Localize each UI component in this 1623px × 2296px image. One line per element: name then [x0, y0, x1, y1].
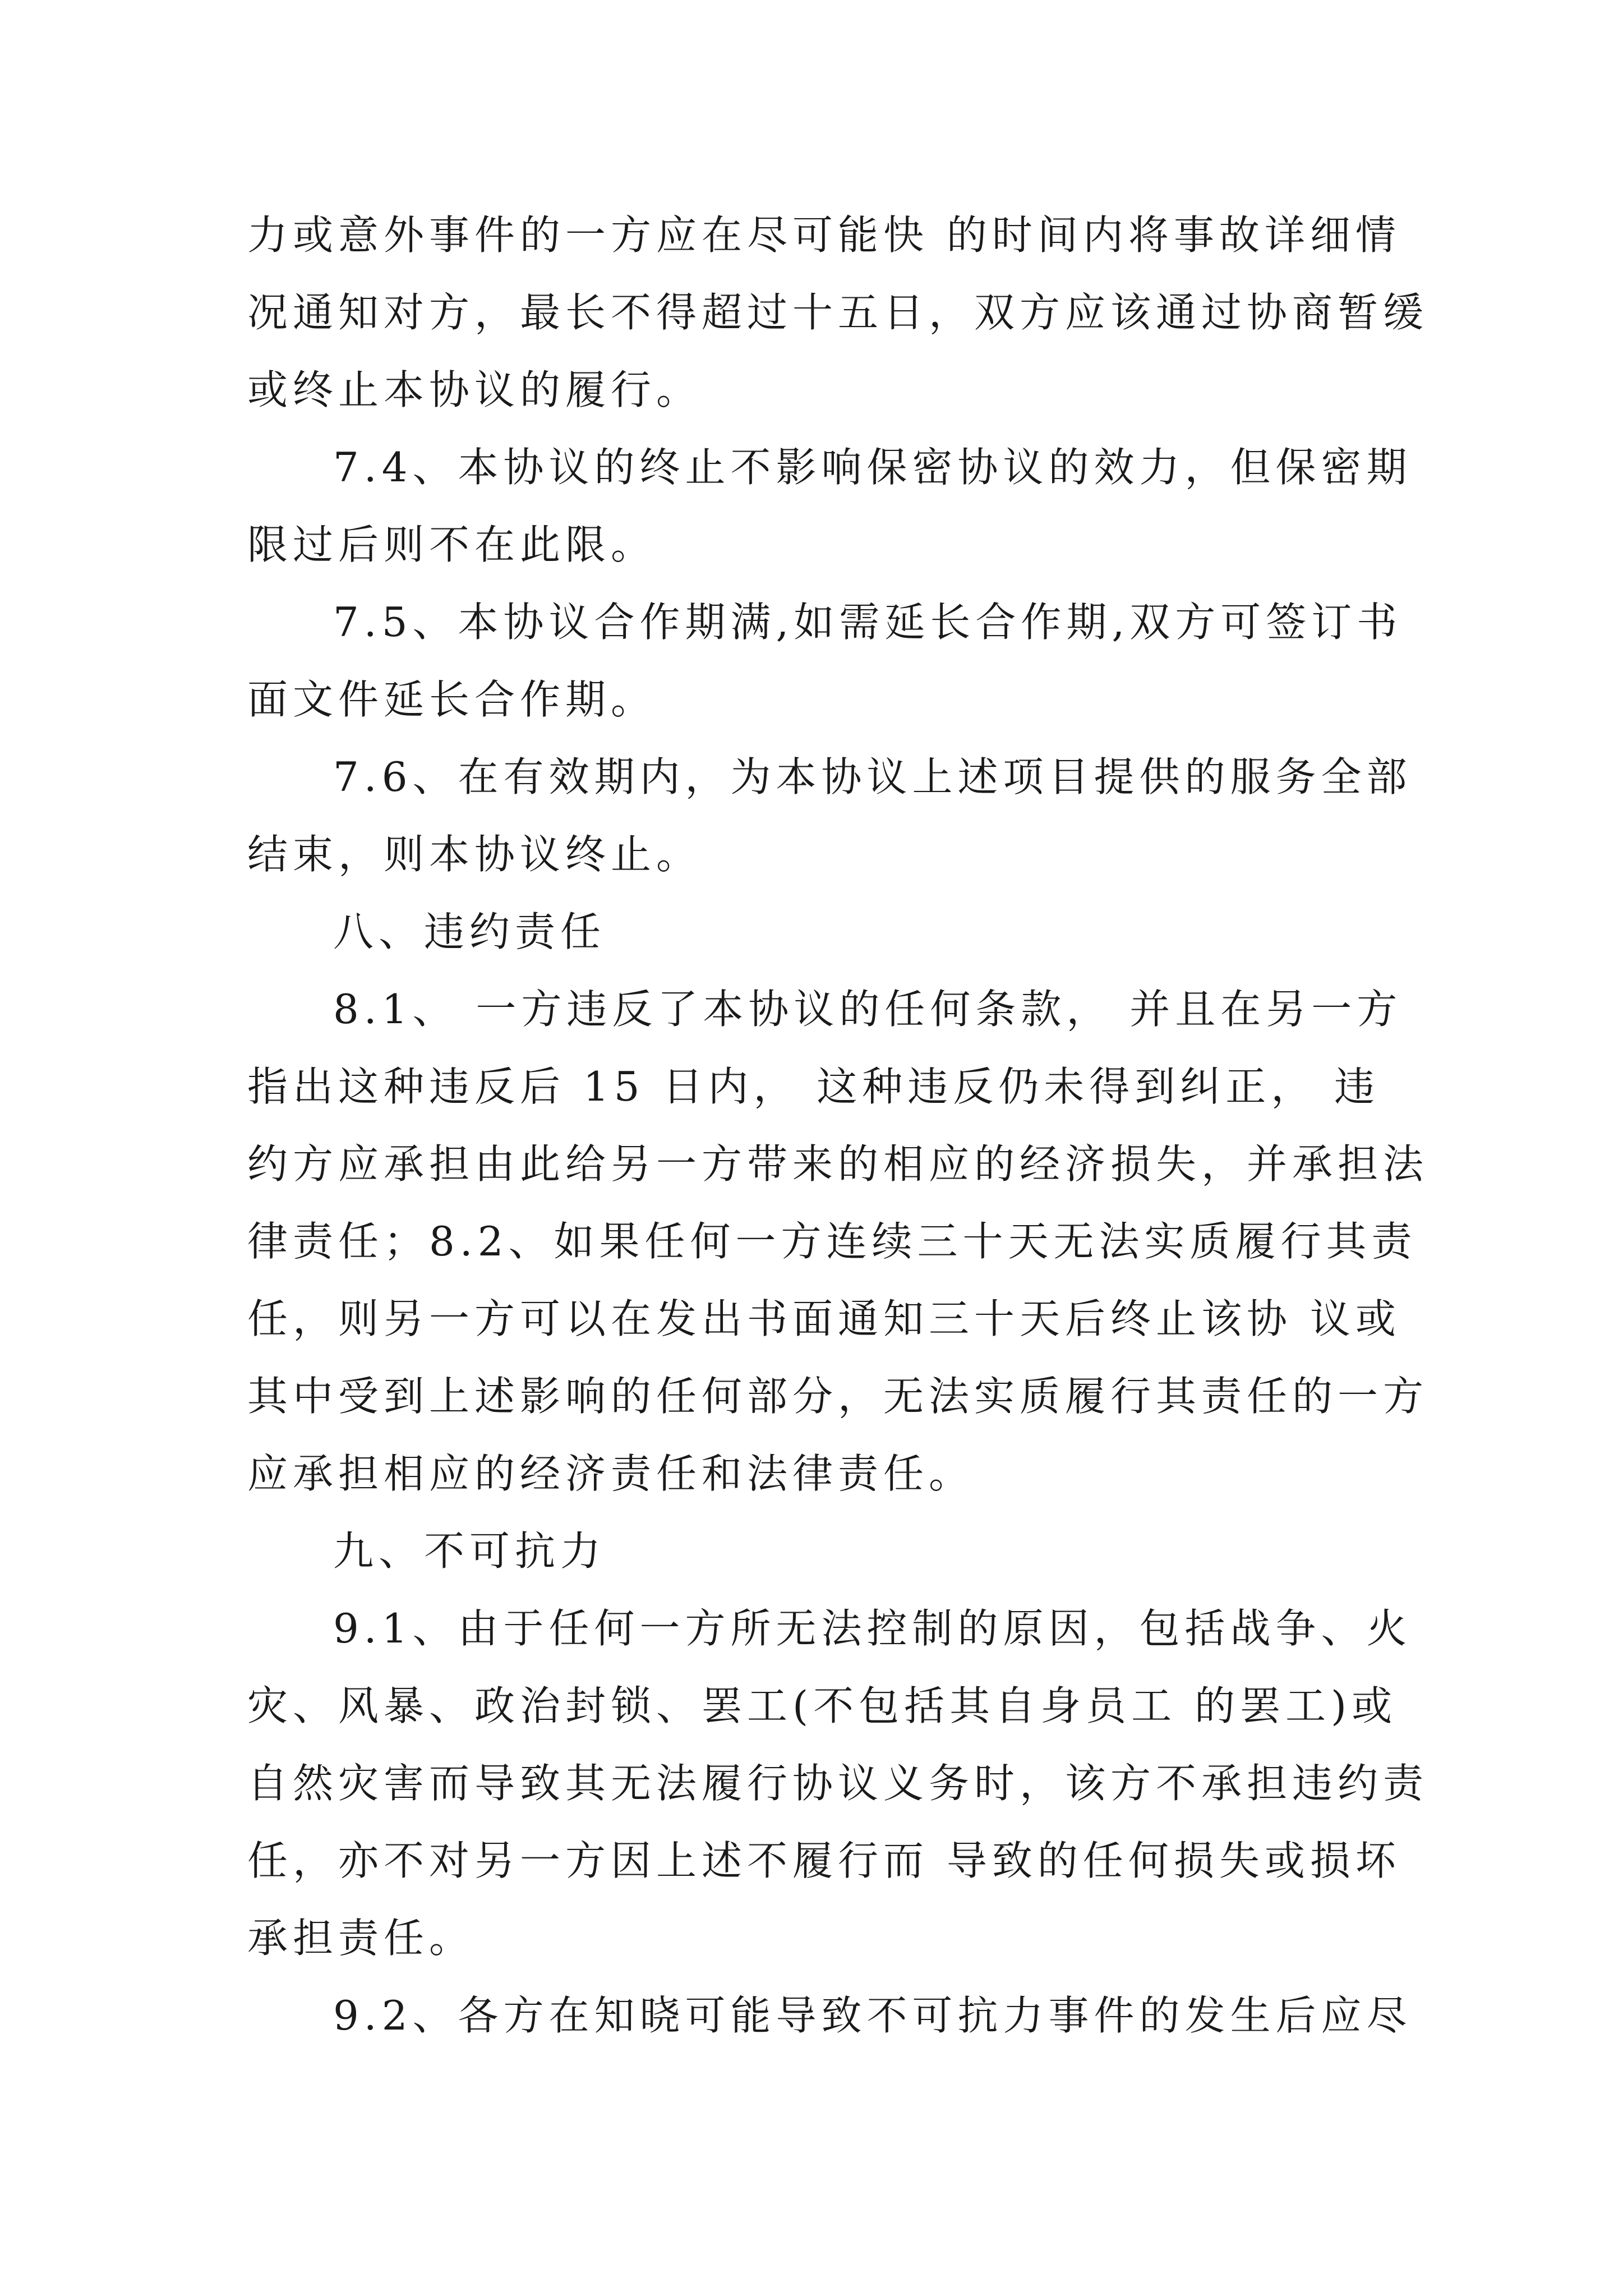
- text-line: 面文件延长合作期。: [247, 676, 657, 723]
- text-line: 自然灾害而导致其无法履行协议义务时，该方不承担违约责: [247, 1760, 1429, 1807]
- text-line: 限过后则不在此限。: [247, 521, 657, 568]
- clause-7-6: 7.6、在有效期内，为本协议上述项目提供的服务全部: [333, 753, 1412, 800]
- text-line: 况通知对方，最长不得超过十五日，双方应该通过协商暂缓: [247, 289, 1429, 336]
- text-line: 任，亦不对另一方因上述不履行而 导致的任何损失或损坏: [247, 1837, 1401, 1884]
- clause-9-1: 9.1、由于任何一方所无法控制的原因，包括战争、火: [333, 1605, 1412, 1652]
- text-line: 承担责任。: [247, 1915, 475, 1962]
- clause-8-1: 8.1、 一方违反了本协议的任何条款， 并且在另一方: [333, 986, 1403, 1033]
- text-line: 灾、风暴、政治封锁、罢工(不包括其自身员工 的罢工)或: [247, 1682, 1398, 1729]
- text-line: 约方应承担由此给另一方带来的相应的经济损失，并承担法: [247, 1140, 1429, 1188]
- text-line: 应承担相应的经济责任和法律责任。: [247, 1450, 975, 1497]
- section-heading-9: 九、不可抗力: [333, 1527, 606, 1575]
- text-line: 指出这种违反后 15 日内， 这种违反仍未得到纠正， 违: [247, 1063, 1380, 1110]
- document-body: [247, 196, 1429, 2054]
- clause-7-4: 7.4、本协议的终止不影响保密协议的效力，但保密期: [333, 444, 1412, 491]
- text-line: 结束，则本协议终止。: [247, 831, 702, 878]
- text-line: 力或意外事件的一方应在尽可能快 的时间内将事故详细情: [247, 211, 1401, 259]
- clause-7-5: 7.5、本协议合作期满,如需延长合作期,双方可签订书: [333, 599, 1403, 646]
- text-line: 其中受到上述影响的任何部分，无法实质履行其责任的一方: [247, 1373, 1429, 1420]
- text-line: 任，则另一方可以在发出书面通知三十天后终止该协 议或: [247, 1295, 1401, 1342]
- text-line: 律责任；8.2、如果任何一方连续三十天无法实质履行其责: [247, 1218, 1417, 1265]
- clause-9-2: 9.2、各方在知晓可能导致不可抗力事件的发生后应尽: [333, 1992, 1412, 2039]
- section-heading-8: 八、违约责任: [333, 908, 606, 955]
- text-line: 或终止本协议的履行。: [247, 366, 702, 413]
